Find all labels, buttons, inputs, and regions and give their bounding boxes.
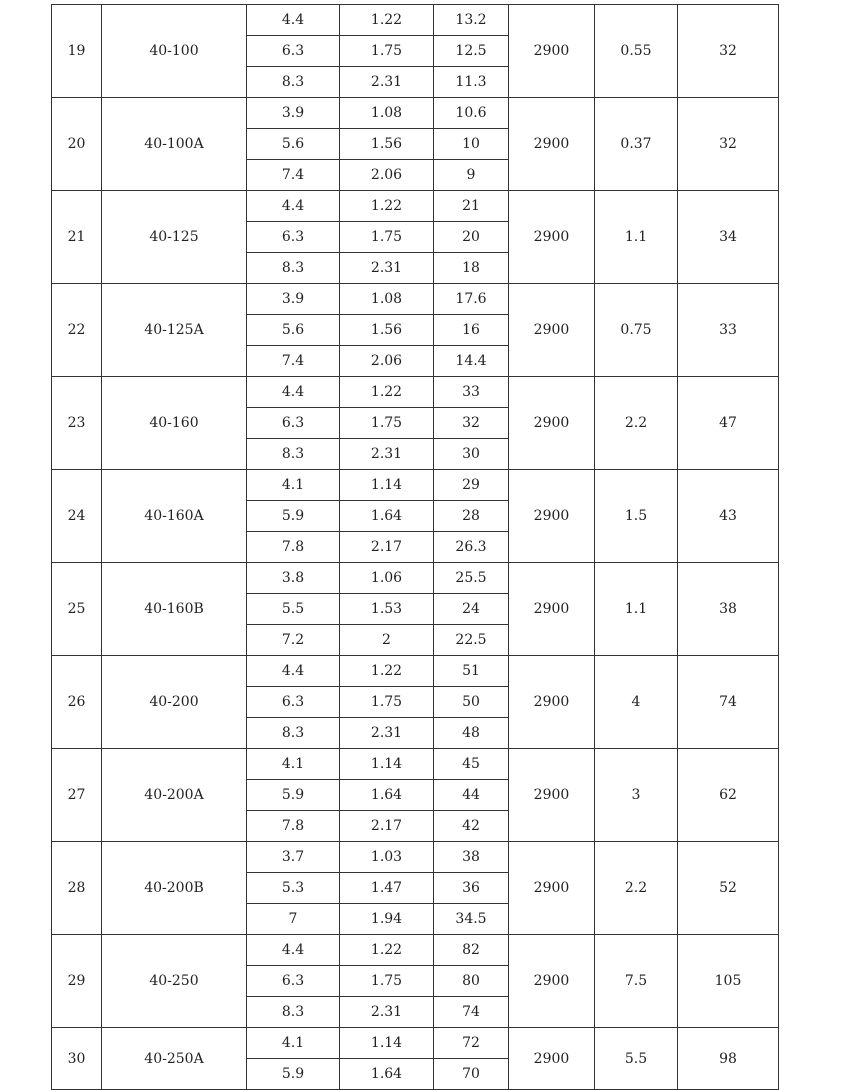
- flow-ls-cell: 1.64: [340, 501, 434, 532]
- flow-m3h-cell: 4.4: [247, 935, 340, 966]
- row-number: 20: [52, 98, 102, 191]
- flow-m3h-cell: 4.4: [247, 5, 340, 36]
- flow-m3h-cell: 5.9: [247, 780, 340, 811]
- flow-m3h-cell: 5.9: [247, 501, 340, 532]
- weight-cell: 98: [678, 1028, 779, 1090]
- table-row: [52, 377, 779, 408]
- flow-ls-cell: 1.22: [340, 377, 434, 408]
- flow-ls-cell: 1.75: [340, 687, 434, 718]
- row-number: 25: [52, 563, 102, 656]
- row-number: 28: [52, 842, 102, 935]
- flow-m3h-cell: 6.3: [247, 222, 340, 253]
- speed-cell: 2900: [509, 191, 595, 284]
- flow-ls-cell: 1.03: [340, 842, 434, 873]
- power-cell: 0.55: [595, 5, 678, 98]
- flow-m3h-cell: 5.5: [247, 594, 340, 625]
- flow-m3h-cell: 8.3: [247, 253, 340, 284]
- head-cell: 33: [434, 377, 509, 408]
- flow-m3h-cell: 7.4: [247, 160, 340, 191]
- flow-ls-cell: 1.22: [340, 191, 434, 222]
- table-row: [52, 656, 779, 687]
- flow-ls-cell: 2.31: [340, 439, 434, 470]
- head-cell: 21: [434, 191, 509, 222]
- model-cell: 40-100: [102, 5, 247, 98]
- head-cell: 72: [434, 1028, 509, 1059]
- speed-cell: 2900: [509, 749, 595, 842]
- head-cell: 9: [434, 160, 509, 191]
- head-cell: 20: [434, 222, 509, 253]
- head-cell: 25.5: [434, 563, 509, 594]
- flow-m3h-cell: 8.3: [247, 997, 340, 1028]
- flow-ls-cell: 1.56: [340, 129, 434, 160]
- head-cell: 24: [434, 594, 509, 625]
- head-cell: 82: [434, 935, 509, 966]
- flow-ls-cell: 1.08: [340, 284, 434, 315]
- model-cell: 40-200B: [102, 842, 247, 935]
- model-cell: 40-160A: [102, 470, 247, 563]
- row-number: 23: [52, 377, 102, 470]
- speed-cell: 2900: [509, 284, 595, 377]
- flow-ls-cell: 2.31: [340, 67, 434, 98]
- flow-ls-cell: 2.06: [340, 160, 434, 191]
- head-cell: 48: [434, 718, 509, 749]
- table-row: [52, 191, 779, 222]
- head-cell: 28: [434, 501, 509, 532]
- flow-ls-cell: 2.31: [340, 997, 434, 1028]
- head-cell: 29: [434, 470, 509, 501]
- power-cell: 5.5: [595, 1028, 678, 1090]
- flow-m3h-cell: 3.9: [247, 284, 340, 315]
- weight-cell: 38: [678, 563, 779, 656]
- flow-m3h-cell: 6.3: [247, 687, 340, 718]
- flow-m3h-cell: 5.3: [247, 873, 340, 904]
- table-row: [52, 98, 779, 129]
- speed-cell: 2900: [509, 98, 595, 191]
- flow-ls-cell: 1.47: [340, 873, 434, 904]
- model-cell: 40-200: [102, 656, 247, 749]
- model-cell: 40-100A: [102, 98, 247, 191]
- weight-cell: 32: [678, 98, 779, 191]
- flow-m3h-cell: 8.3: [247, 718, 340, 749]
- flow-ls-cell: 1.22: [340, 935, 434, 966]
- flow-ls-cell: 2: [340, 625, 434, 656]
- flow-ls-cell: 1.14: [340, 470, 434, 501]
- weight-cell: 105: [678, 935, 779, 1028]
- weight-cell: 43: [678, 470, 779, 563]
- flow-m3h-cell: 4.1: [247, 1028, 340, 1059]
- flow-ls-cell: 1.22: [340, 5, 434, 36]
- flow-m3h-cell: 6.3: [247, 966, 340, 997]
- head-cell: 11.3: [434, 67, 509, 98]
- flow-ls-cell: 1.53: [340, 594, 434, 625]
- flow-ls-cell: 1.14: [340, 749, 434, 780]
- head-cell: 22.5: [434, 625, 509, 656]
- head-cell: 16: [434, 315, 509, 346]
- table-body: [52, 5, 779, 1090]
- speed-cell: 2900: [509, 935, 595, 1028]
- model-cell: 40-160B: [102, 563, 247, 656]
- table-row: [52, 5, 779, 36]
- head-cell: 51: [434, 656, 509, 687]
- head-cell: 74: [434, 997, 509, 1028]
- flow-m3h-cell: 8.3: [247, 67, 340, 98]
- table-row: [52, 470, 779, 501]
- flow-ls-cell: 2.31: [340, 718, 434, 749]
- head-cell: 10: [434, 129, 509, 160]
- model-cell: 40-250: [102, 935, 247, 1028]
- flow-m3h-cell: 7.4: [247, 346, 340, 377]
- flow-ls-cell: 2.17: [340, 811, 434, 842]
- power-cell: 3: [595, 749, 678, 842]
- flow-ls-cell: 1.75: [340, 966, 434, 997]
- table-row: [52, 563, 779, 594]
- head-cell: 44: [434, 780, 509, 811]
- model-cell: 40-125: [102, 191, 247, 284]
- head-cell: 45: [434, 749, 509, 780]
- flow-ls-cell: 1.06: [340, 563, 434, 594]
- speed-cell: 2900: [509, 842, 595, 935]
- model-cell: 40-250A: [102, 1028, 247, 1090]
- model-cell: 40-125A: [102, 284, 247, 377]
- head-cell: 36: [434, 873, 509, 904]
- weight-cell: 62: [678, 749, 779, 842]
- power-cell: 1.1: [595, 191, 678, 284]
- speed-cell: 2900: [509, 377, 595, 470]
- row-number: 21: [52, 191, 102, 284]
- weight-cell: 33: [678, 284, 779, 377]
- flow-ls-cell: 2.31: [340, 253, 434, 284]
- flow-m3h-cell: 7: [247, 904, 340, 935]
- head-cell: 80: [434, 966, 509, 997]
- head-cell: 38: [434, 842, 509, 873]
- head-cell: 34.5: [434, 904, 509, 935]
- flow-ls-cell: 1.75: [340, 222, 434, 253]
- flow-ls-cell: 1.94: [340, 904, 434, 935]
- speed-cell: 2900: [509, 5, 595, 98]
- flow-m3h-cell: 5.9: [247, 1059, 340, 1090]
- flow-ls-cell: 1.56: [340, 315, 434, 346]
- row-number: 26: [52, 656, 102, 749]
- flow-m3h-cell: 6.3: [247, 36, 340, 67]
- flow-m3h-cell: 3.7: [247, 842, 340, 873]
- flow-ls-cell: 1.64: [340, 1059, 434, 1090]
- flow-ls-cell: 2.06: [340, 346, 434, 377]
- model-cell: 40-200A: [102, 749, 247, 842]
- table-row: [52, 1028, 779, 1059]
- flow-m3h-cell: 4.4: [247, 656, 340, 687]
- row-number: 30: [52, 1028, 102, 1090]
- speed-cell: 2900: [509, 563, 595, 656]
- row-number: 27: [52, 749, 102, 842]
- power-cell: 0.75: [595, 284, 678, 377]
- flow-m3h-cell: 4.1: [247, 470, 340, 501]
- row-number: 22: [52, 284, 102, 377]
- row-number: 29: [52, 935, 102, 1028]
- row-number: 24: [52, 470, 102, 563]
- flow-ls-cell: 2.17: [340, 532, 434, 563]
- head-cell: 17.6: [434, 284, 509, 315]
- head-cell: 12.5: [434, 36, 509, 67]
- head-cell: 18: [434, 253, 509, 284]
- flow-m3h-cell: 3.9: [247, 98, 340, 129]
- flow-m3h-cell: 4.4: [247, 191, 340, 222]
- pump-spec-table: [51, 4, 779, 1090]
- table-row: [52, 749, 779, 780]
- flow-m3h-cell: 4.4: [247, 377, 340, 408]
- row-number: 19: [52, 5, 102, 98]
- table-row: [52, 842, 779, 873]
- head-cell: 50: [434, 687, 509, 718]
- flow-m3h-cell: 4.1: [247, 749, 340, 780]
- head-cell: 14.4: [434, 346, 509, 377]
- weight-cell: 47: [678, 377, 779, 470]
- weight-cell: 52: [678, 842, 779, 935]
- speed-cell: 2900: [509, 1028, 595, 1090]
- power-cell: 2.2: [595, 842, 678, 935]
- flow-ls-cell: 1.08: [340, 98, 434, 129]
- weight-cell: 32: [678, 5, 779, 98]
- power-cell: 7.5: [595, 935, 678, 1028]
- flow-ls-cell: 1.75: [340, 36, 434, 67]
- flow-ls-cell: 1.22: [340, 656, 434, 687]
- head-cell: 42: [434, 811, 509, 842]
- flow-m3h-cell: 5.6: [247, 129, 340, 160]
- table-row: [52, 284, 779, 315]
- head-cell: 30: [434, 439, 509, 470]
- weight-cell: 34: [678, 191, 779, 284]
- flow-m3h-cell: 6.3: [247, 408, 340, 439]
- power-cell: 1.1: [595, 563, 678, 656]
- flow-ls-cell: 1.75: [340, 408, 434, 439]
- flow-m3h-cell: 8.3: [247, 439, 340, 470]
- flow-ls-cell: 1.14: [340, 1028, 434, 1059]
- head-cell: 13.2: [434, 5, 509, 36]
- flow-m3h-cell: 7.2: [247, 625, 340, 656]
- power-cell: 0.37: [595, 98, 678, 191]
- flow-m3h-cell: 5.6: [247, 315, 340, 346]
- model-cell: 40-160: [102, 377, 247, 470]
- flow-m3h-cell: 3.8: [247, 563, 340, 594]
- flow-ls-cell: 1.64: [340, 780, 434, 811]
- speed-cell: 2900: [509, 656, 595, 749]
- flow-m3h-cell: 7.8: [247, 532, 340, 563]
- table-row: [52, 935, 779, 966]
- speed-cell: 2900: [509, 470, 595, 563]
- power-cell: 1.5: [595, 470, 678, 563]
- head-cell: 70: [434, 1059, 509, 1090]
- head-cell: 26.3: [434, 532, 509, 563]
- flow-m3h-cell: 7.8: [247, 811, 340, 842]
- weight-cell: 74: [678, 656, 779, 749]
- head-cell: 32: [434, 408, 509, 439]
- power-cell: 4: [595, 656, 678, 749]
- power-cell: 2.2: [595, 377, 678, 470]
- head-cell: 10.6: [434, 98, 509, 129]
